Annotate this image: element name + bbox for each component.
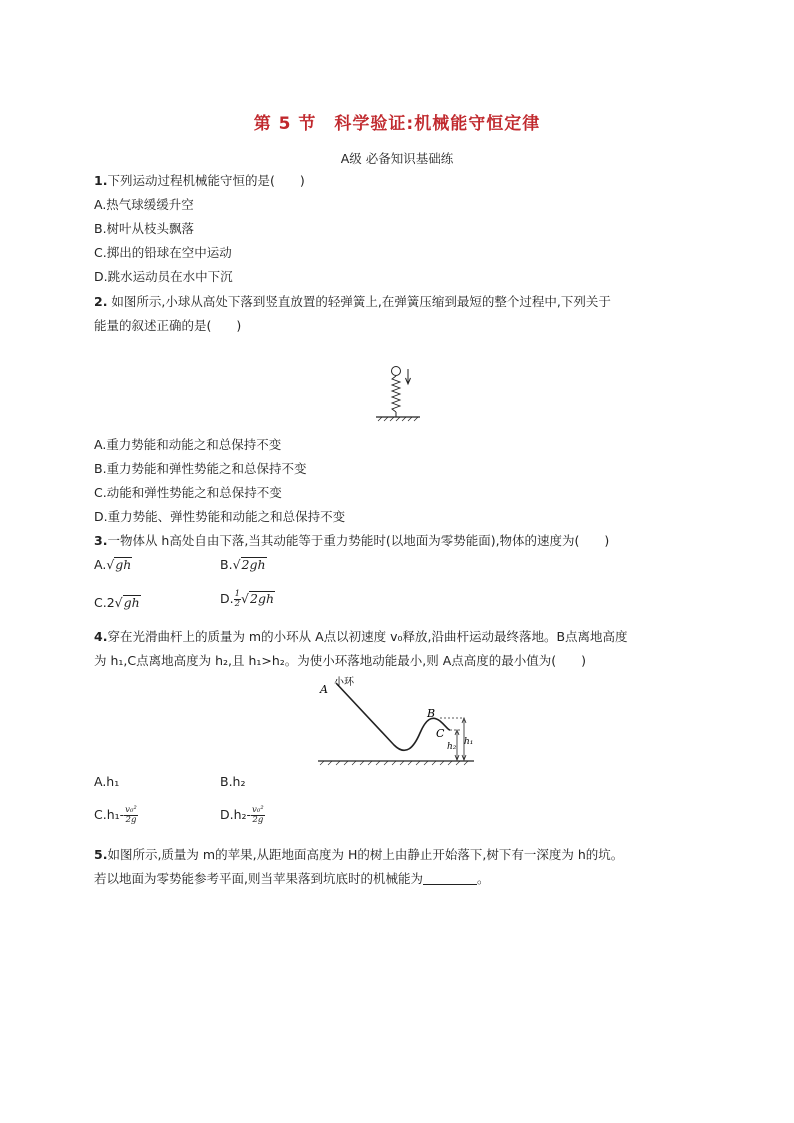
q3-option-c: C.2√gh	[94, 595, 140, 610]
q4-stem-line2: 为 h₁,C点离地高度为 h₂,且 h₁>h₂。为使小环落地动能最小,则 A点高度的最小值为( )	[94, 653, 587, 668]
label-ring: 小环	[334, 677, 354, 688]
q1-option-b: B.树叶从枝头飘落	[94, 221, 195, 236]
page-title: 第 5 节 科学验证:机械能守恒定律	[253, 114, 541, 134]
q1-option-c: C.掷出的铅球在空中运动	[94, 245, 232, 260]
q5-number: 5.	[94, 847, 108, 862]
q3-option-b: B.√2gh	[220, 557, 266, 572]
q5-stem-text1: 如图所示,质量为 m的苹果,从距地面高度为 H的树上由静止开始落下,树下有一深度为 h的坑。	[107, 847, 624, 862]
label-h1: h₁	[464, 737, 474, 747]
q4-option-a: A.h₁	[94, 774, 120, 789]
q4-option-c-fraction: $\frac{\text{v₀²}}{2g}$	[125, 805, 137, 825]
q2-option-c: C.动能和弹性势能之和总保持不变	[94, 485, 282, 500]
label-b: B	[427, 707, 436, 720]
ball-shape	[392, 367, 401, 376]
spring-ball-figure	[370, 365, 430, 425]
q5-stem-line1	[94, 847, 623, 863]
q1-stem-text: 下列运动过程机械能守恒的是( )	[107, 173, 305, 188]
q2-stem-line2: 能量的叙述正确的是( )	[94, 318, 242, 333]
q5-answer-blank[interactable]	[423, 872, 477, 885]
q3-option-a-expr: gh	[115, 557, 132, 572]
q3-stem-text: 一物体从 h高处自由下落,当其动能等于重力势能时(以地面为零势能面),物体的速度为( )	[107, 533, 610, 548]
q2-number: 2.	[94, 294, 108, 309]
q4-option-c: C.h₁- $\frac{\text{v₀²}}{2g}$	[94, 805, 137, 825]
q2-option-a: A.重力势能和动能之和总保持不变	[94, 437, 282, 452]
label-h2: h₂	[447, 742, 457, 752]
q3-number: 3.	[94, 533, 108, 548]
q3-option-a: A.√gh	[94, 557, 132, 572]
q1-number: 1.	[94, 173, 108, 188]
q4-option-b: B.h₂	[220, 774, 246, 789]
q3-stem	[94, 533, 609, 549]
q4-option-d-fraction: $\frac{\text{v₀²}}{2g}$	[252, 805, 264, 825]
curved-rod-figure	[314, 673, 484, 769]
q1-stem	[94, 173, 305, 189]
q3-option-d-fraction: $\frac{1}{2}$	[234, 589, 241, 609]
q1-option-a: A.热气球缓缓升空	[94, 197, 194, 212]
q2-stem-line1	[94, 294, 611, 310]
q2-option-b: B.重力势能和弹性势能之和总保持不变	[94, 461, 307, 476]
q4-number: 4.	[94, 629, 108, 644]
q3-option-b-expr: 2gh	[241, 557, 266, 572]
q2-stem-text1: 如图所示,小球从高处下落到竖直放置的轻弹簧上,在弹簧压缩到最短的整个过程中,下列关于	[107, 294, 611, 309]
label-c: C	[436, 727, 445, 740]
q4-stem-line1	[94, 629, 628, 645]
q3-option-d: D. $\frac{1}{2}$ √2gh	[220, 589, 275, 609]
q4-stem-text1: 穿在光滑曲杆上的质量为 m的小环从 A点以初速度 v₀释放,沿曲杆运动最终落地。B点离地高度	[107, 629, 628, 644]
spring-shape	[392, 376, 400, 412]
section-subtitle: A级 必备知识基础练	[340, 151, 454, 166]
q3-option-d-expr: 2gh	[250, 591, 275, 606]
q2-option-d: D.重力势能、弹性势能和动能之和总保持不变	[94, 509, 346, 524]
q3-option-c-expr: gh	[123, 595, 140, 610]
q1-option-d: D.跳水运动员在水中下沉	[94, 269, 233, 284]
label-a: A	[320, 683, 328, 696]
q5-stem-line2: 若以地面为零势能参考平面,则当苹果落到坑底时的机械能为 。	[94, 871, 490, 886]
q4-option-d: D.h₂- $\frac{\text{v₀²}}{2g}$	[220, 805, 264, 825]
